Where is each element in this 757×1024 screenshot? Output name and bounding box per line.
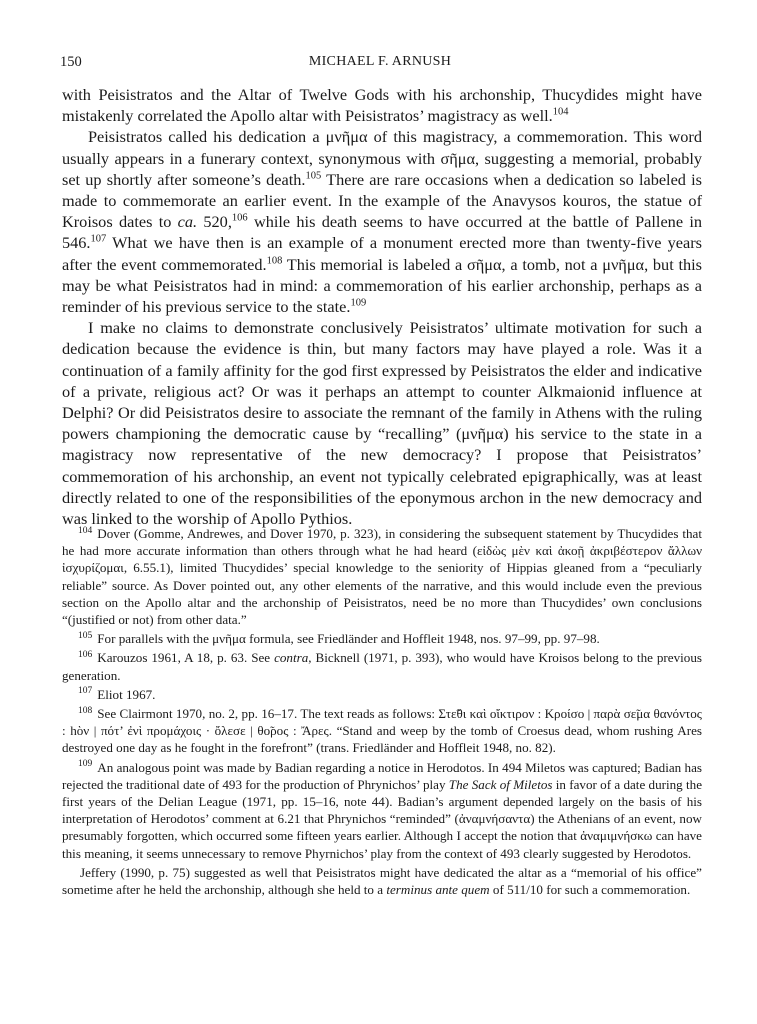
footnote-text: For parallels with the μνῆμα formula, see Friedländer and Hoffleit 1948, nos. 97–99, pp. 97–98.: [97, 631, 600, 647]
italic-text: terminus ante quem: [386, 882, 490, 898]
paragraph-text: This memorial is labeled a σῆμα, a tomb, not a μνῆμα, but this may be what Peisistratos had in mind: a commemoration of his earlier archonship, perhaps as a reminder of his previous service to the state.: [62, 254, 702, 317]
footnote-ref-105[interactable]: 105: [305, 170, 322, 182]
footnote-number: 105: [78, 630, 93, 641]
italic-text: contra: [274, 650, 309, 666]
footnote-text: of 511/10 for such a commemoration.: [489, 882, 691, 898]
footnote-text: An analogous point was made by Badian regarding a notice in Herodotos. In 494 Miletos was captured; Badian has rejected the traditional date of 493 for the production of Phrynichos’ play: [62, 759, 702, 792]
footnote-109: [62, 759, 702, 862]
footnote-number: 106: [78, 650, 93, 661]
paragraph: I make no claims to demonstrate conclusively Peisistratos’ ultimate motivation for such a dedication because the evidence is thin, but many factors may have played a role. Was it a continuation of a family affinity for the god first expressed by Peisistratos the elder and indicative of a private, religious act? Or was it perhaps an attempt to counter Alkmaionid influence at Delphi? Or did Peisistratos desire to associate the remnant of the family in Athens with the ruling powers championing the democratic cause by “recalling” (μνῆμα) his service to the state in a magistracy now representative of the new democracy? I propose that Peisistratos’ commemoration of his archonship, an event not typically celebrated epigraphically, was at least directly related to one of the responsibilities of the eponymous archon in the new democracy and was linked to the worship of Apollo Pythios.: [62, 318, 702, 529]
italic-text: The Sack of Miletos: [448, 776, 553, 792]
footnote-text: See Clairmont 1970, no. 2, pp. 16–17. The text reads as follows: Στε̃θι καὶ οἴκτιρον : Κροίσο | παρὰ σε̃μα θανόντος : hὸν | πότ’ ἐνὶ προμάχοις · ὄλεσε | θο̃ρος : Ἄρες. “Stand and weep by the tomb of Croesus dead, whom rushing Ares destroyed one day as he fought in the forefront” (trans. Friedländer and Hoffleit 1948, no. 82).: [62, 706, 702, 756]
footnote-text: Eliot 1967.: [97, 686, 156, 702]
footnote-106: [62, 649, 702, 683]
footnote-number: 108: [78, 705, 93, 716]
running-head: MICHAEL F. ARNUSH: [308, 54, 452, 69]
footnote-104: [62, 525, 702, 628]
main-text: [62, 84, 702, 529]
footnote-text: in favor of a date during the first years of the Delian League (1971, pp. 15–16, note 44). Badian’s argument depended largely on the basis of his interpretation of Herodotos’ comment at 6.21 that Phrynichos “reminded” (ἀναμνήσαντα) the Athenians of an event, now presumably forgotten, which occurred some fifteen years earlier. Although I accept the notion that ἀναμιμνήσκω can have this meaning, it seems unnecessary to remove Phyrnichos’ play from the context of 493 clearly suggested by Herodotos.: [62, 776, 703, 861]
paragraph: [62, 84, 702, 126]
footnote-ref-108[interactable]: 108: [266, 255, 283, 267]
footnote-text: , Bicknell (1971, p. 393), who would have Kroisos belong to the previous generation.: [62, 650, 702, 683]
paragraph-text: while his death seems to have occurred at the battle of Pallene in 546.: [62, 212, 703, 253]
paragraph-text: What we have then is an example of a monument erected more than twenty-five years after the event commemorated.: [62, 233, 702, 274]
footnote-number: 104: [78, 525, 93, 536]
footnote-ref-104[interactable]: 104: [552, 106, 569, 118]
footnote-number: 109: [78, 759, 93, 770]
page-header: [60, 54, 700, 74]
footnote-number: 107: [78, 686, 93, 697]
footnote-text: Jeffery (1990, p. 75) suggested as well that Peisistratos might have dedicated the altar as a “memorial of his office” sometime after he held the archonship, although she held to a: [62, 864, 702, 898]
italic-text: ca.: [177, 212, 198, 232]
footnote-text: Karouzos 1961, A 18, p. 63. See: [97, 650, 275, 666]
footnote-text: Dover (Gomme, Andrewes, and Dover 1970, p. 323), in considering the subsequent statement by Thucydides that he had more accurate information than others through what he had heard (εἰδὼς μὲν καὶ ἀκοῇ ἀκριβέστερον ἄλλων ἰσχυρίζομαι, 6.55.1), limited Thucydides’ special knowledge to the seniority of Hippias gleaned from a “peculiarly reliable” source. As Dover pointed out, any other elements of the narrative, and this would include even the previous section on the Apollo altar and the archonship of Peisistratos, need be no more than Thucydides’ own conclusions “(justified or not) from other data.”: [62, 526, 702, 628]
paragraph-text: 520,: [197, 212, 232, 232]
page-number: 150: [60, 54, 82, 70]
paragraph-text: There are rare occasions when a dedication so labeled is made to commemorate an earlier event. In the example of the Anavysos kouros, the statue of Kroisos dates to: [62, 169, 703, 232]
paragraph-text: Peisistratos called his dedication a μνῆμα of this magistracy, a commemoration. This word usually appears in a funerary context, synonymous with σῆμα, suggesting a memorial, probably set up shortly after someone’s death.: [62, 127, 702, 189]
footnote-108: [62, 705, 702, 757]
footnote-ref-107[interactable]: 107: [90, 234, 107, 245]
paragraph-text: with Peisistratos and the Altar of Twelve Gods with his archonship, Thucydides might have mistakenly correlated the Apollo altar with Peisistratos’ magistracy as well.: [62, 85, 702, 126]
footnote-ref-109[interactable]: 109: [350, 297, 367, 309]
footnote-ref-106[interactable]: 106: [231, 212, 248, 224]
footnote-105: [62, 630, 702, 647]
paragraph: [62, 126, 702, 317]
footnotes: [62, 525, 702, 900]
footnote-107: [62, 686, 702, 703]
footnote-109-continued: [62, 864, 702, 898]
